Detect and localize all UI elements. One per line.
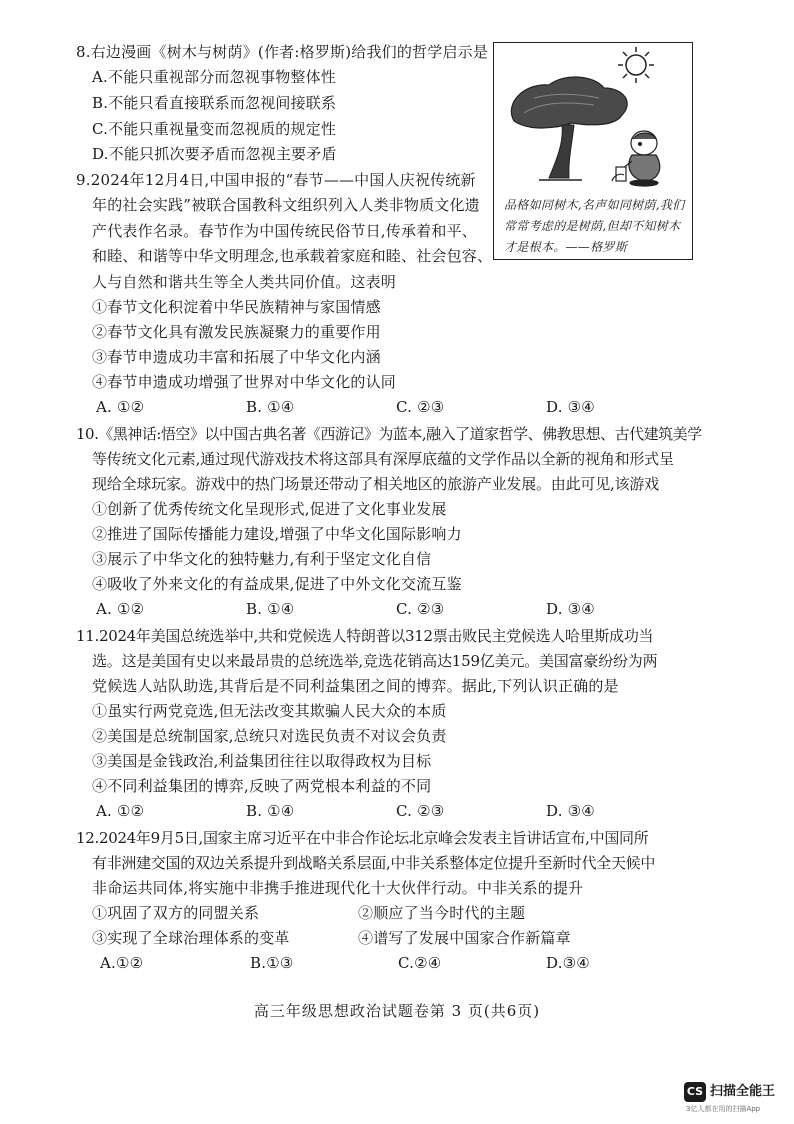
q8-option-c: C.不能只重视量变而忽视质的规定性 [92,120,337,138]
q10-choice-a: A. ①② [96,600,145,618]
q12-choice-c: C.②④ [398,954,442,972]
q9-stem-line-1: 9.2024年12月4日,中国申报的“春节——中国人庆祝传统新 [76,171,476,189]
q12-choice-a: A.①② [100,954,144,972]
q11-statement-3: ③美国是金钱政治,利益集团往往以取得政权为目标 [92,752,432,770]
q12-choice-d: D.③④ [546,954,590,972]
tree-cartoon-illustration [494,43,691,193]
q9-choice-b: B. ①④ [246,398,295,416]
q10-stem-line-1: 10.《黑神话:悟空》以中国古典名著《西游记》为蓝本,融入了道家哲学、佛教思想、古代建筑美学 [76,425,702,443]
q9-stem-line-4: 和睦、和谐等中华文明理念,也承载着家庭和睦、社会包容、 [92,247,493,265]
q10-choice-c: C. ②③ [396,600,445,618]
q8-stem: 8.右边漫画《树木与树荫》(作者:格罗斯)给我们的哲学启示是 [76,43,489,61]
q11-stem-line-3: 党候选人站队助选,其背后是不同利益集团之间的博弈。据此,下列认识正确的是 [92,677,619,695]
q10-statement-1: ①创新了优秀传统文化呈现形式,促进了文化事业发展 [92,500,447,518]
q11-choice-b: B. ①④ [246,802,295,820]
q9-choice-a: A. ①② [96,398,145,416]
q12-statement-3: ③实现了全球治理体系的变革 [92,929,290,947]
q11-choice-a: A. ①② [96,802,145,820]
q10-choice-b: B. ①④ [246,600,295,618]
q12-choice-b: B.①③ [250,954,294,972]
q12-statement-4: ④谱写了发展中国家合作新篇章 [358,929,571,947]
q12-stem-line-1: 12.2024年9月5日,国家主席习近平在中非合作论坛北京峰会发表主旨讲话宣布,中国同所 [76,829,649,847]
q9-stem-line-2: 年的社会实践”被联合国教科文组织列入人类非物质文化遗 [92,196,480,214]
sun-icon [618,47,654,83]
q10-stem-line-2: 等传统文化元素,通过现代游戏技术将这部具有深厚底蕴的文学作品以全新的视角和形式呈 [92,450,674,468]
q9-choice-c: C. ②③ [396,398,445,416]
camscanner-logo-icon: CS [684,1082,706,1102]
page-footer: 高三年级思想政治试题卷第 3 页(共6页) [253,1002,541,1020]
q9-statement-4: ④春节申遗成功增强了世界对中华文化的认同 [92,373,397,391]
q9-statement-2: ②春节文化具有激发民族凝聚力的重要作用 [92,323,381,341]
q12-stem-line-2: 有非洲建交国的双边关系提升到战略关系层面,中非关系整体定位提升至新时代全天候中 [92,854,656,872]
q8-option-b: B.不能只看直接联系而忽视间接联系 [92,94,337,112]
q9-stem-line-3: 产代表作名录。春节作为中国传统民俗节日,传承着和平、 [92,222,477,240]
q12-stem-line-3: 非命运共同体,将实施中非携手推进现代化十大伙伴行动。中非关系的提升 [92,879,584,897]
q10-statement-4: ④吸收了外来文化的有益成果,促进了中外文化交流互鉴 [92,575,462,593]
cartoon-caption: 品格如同树木,名声如同树荫,我们常常考虑的是树荫,但却不知树木才是根本。——格罗斯 [504,198,685,254]
q11-choice-d: D. ③④ [546,802,595,820]
q11-stem-line-2: 选。这是美国有史以来最昂贵的总统选举,竞选花销高达159亿美元。美国富豪纷纷为两 [92,652,658,670]
q12-statement-2: ②顺应了当今时代的主题 [358,904,526,922]
tree-icon [511,77,627,180]
q10-stem-line-3: 现给全球玩家。游戏中的热门场景还带动了相关地区的旅游产业发展。由此可见,该游戏 [92,475,659,493]
q9-stem-line-5: 人与自然和谐共生等全人类共同价值。这表明 [92,273,397,291]
q11-stem-line-1: 11.2024年美国总统选举中,共和党候选人特朗普以312票击败民主党候选人哈里斯成功当 [76,627,654,645]
q9-choice-d: D. ③④ [546,398,595,416]
camscanner-name: 扫描全能王 [710,1084,776,1099]
q8-option-d: D.不能只抓次要矛盾而忽视主要矛盾 [92,145,337,163]
q11-choice-c: C. ②③ [396,802,445,820]
q11-statement-4: ④不同利益集团的博弈,反映了两党根本利益的不同 [92,777,432,795]
q9-statement-1: ①春节文化积淀着中华民族精神与家国情感 [92,298,381,316]
q11-statement-2: ②美国是总统制国家,总统只对选民负责不对议会负责 [92,727,447,745]
q10-statement-3: ③展示了中华文化的独特魅力,有利于坚定文化自信 [92,550,432,568]
q10-choice-d: D. ③④ [546,600,595,618]
q10-statement-2: ②推进了国际传播能力建设,增强了中华文化国际影响力 [92,525,462,543]
camscanner-tagline: 3亿人都在用的扫描App [686,1105,761,1113]
painter-figure-icon [612,131,660,186]
cartoon-figure [493,42,693,260]
q8-option-a: A.不能只重视部分而忽视事物整体性 [92,68,337,86]
q12-statement-1: ①巩固了双方的同盟关系 [92,904,260,922]
q9-statement-3: ③春节申遗成功丰富和拓展了中华文化内涵 [92,348,381,366]
q11-statement-1: ①虽实行两党竞选,但无法改变其欺骗人民大众的本质 [92,702,447,720]
